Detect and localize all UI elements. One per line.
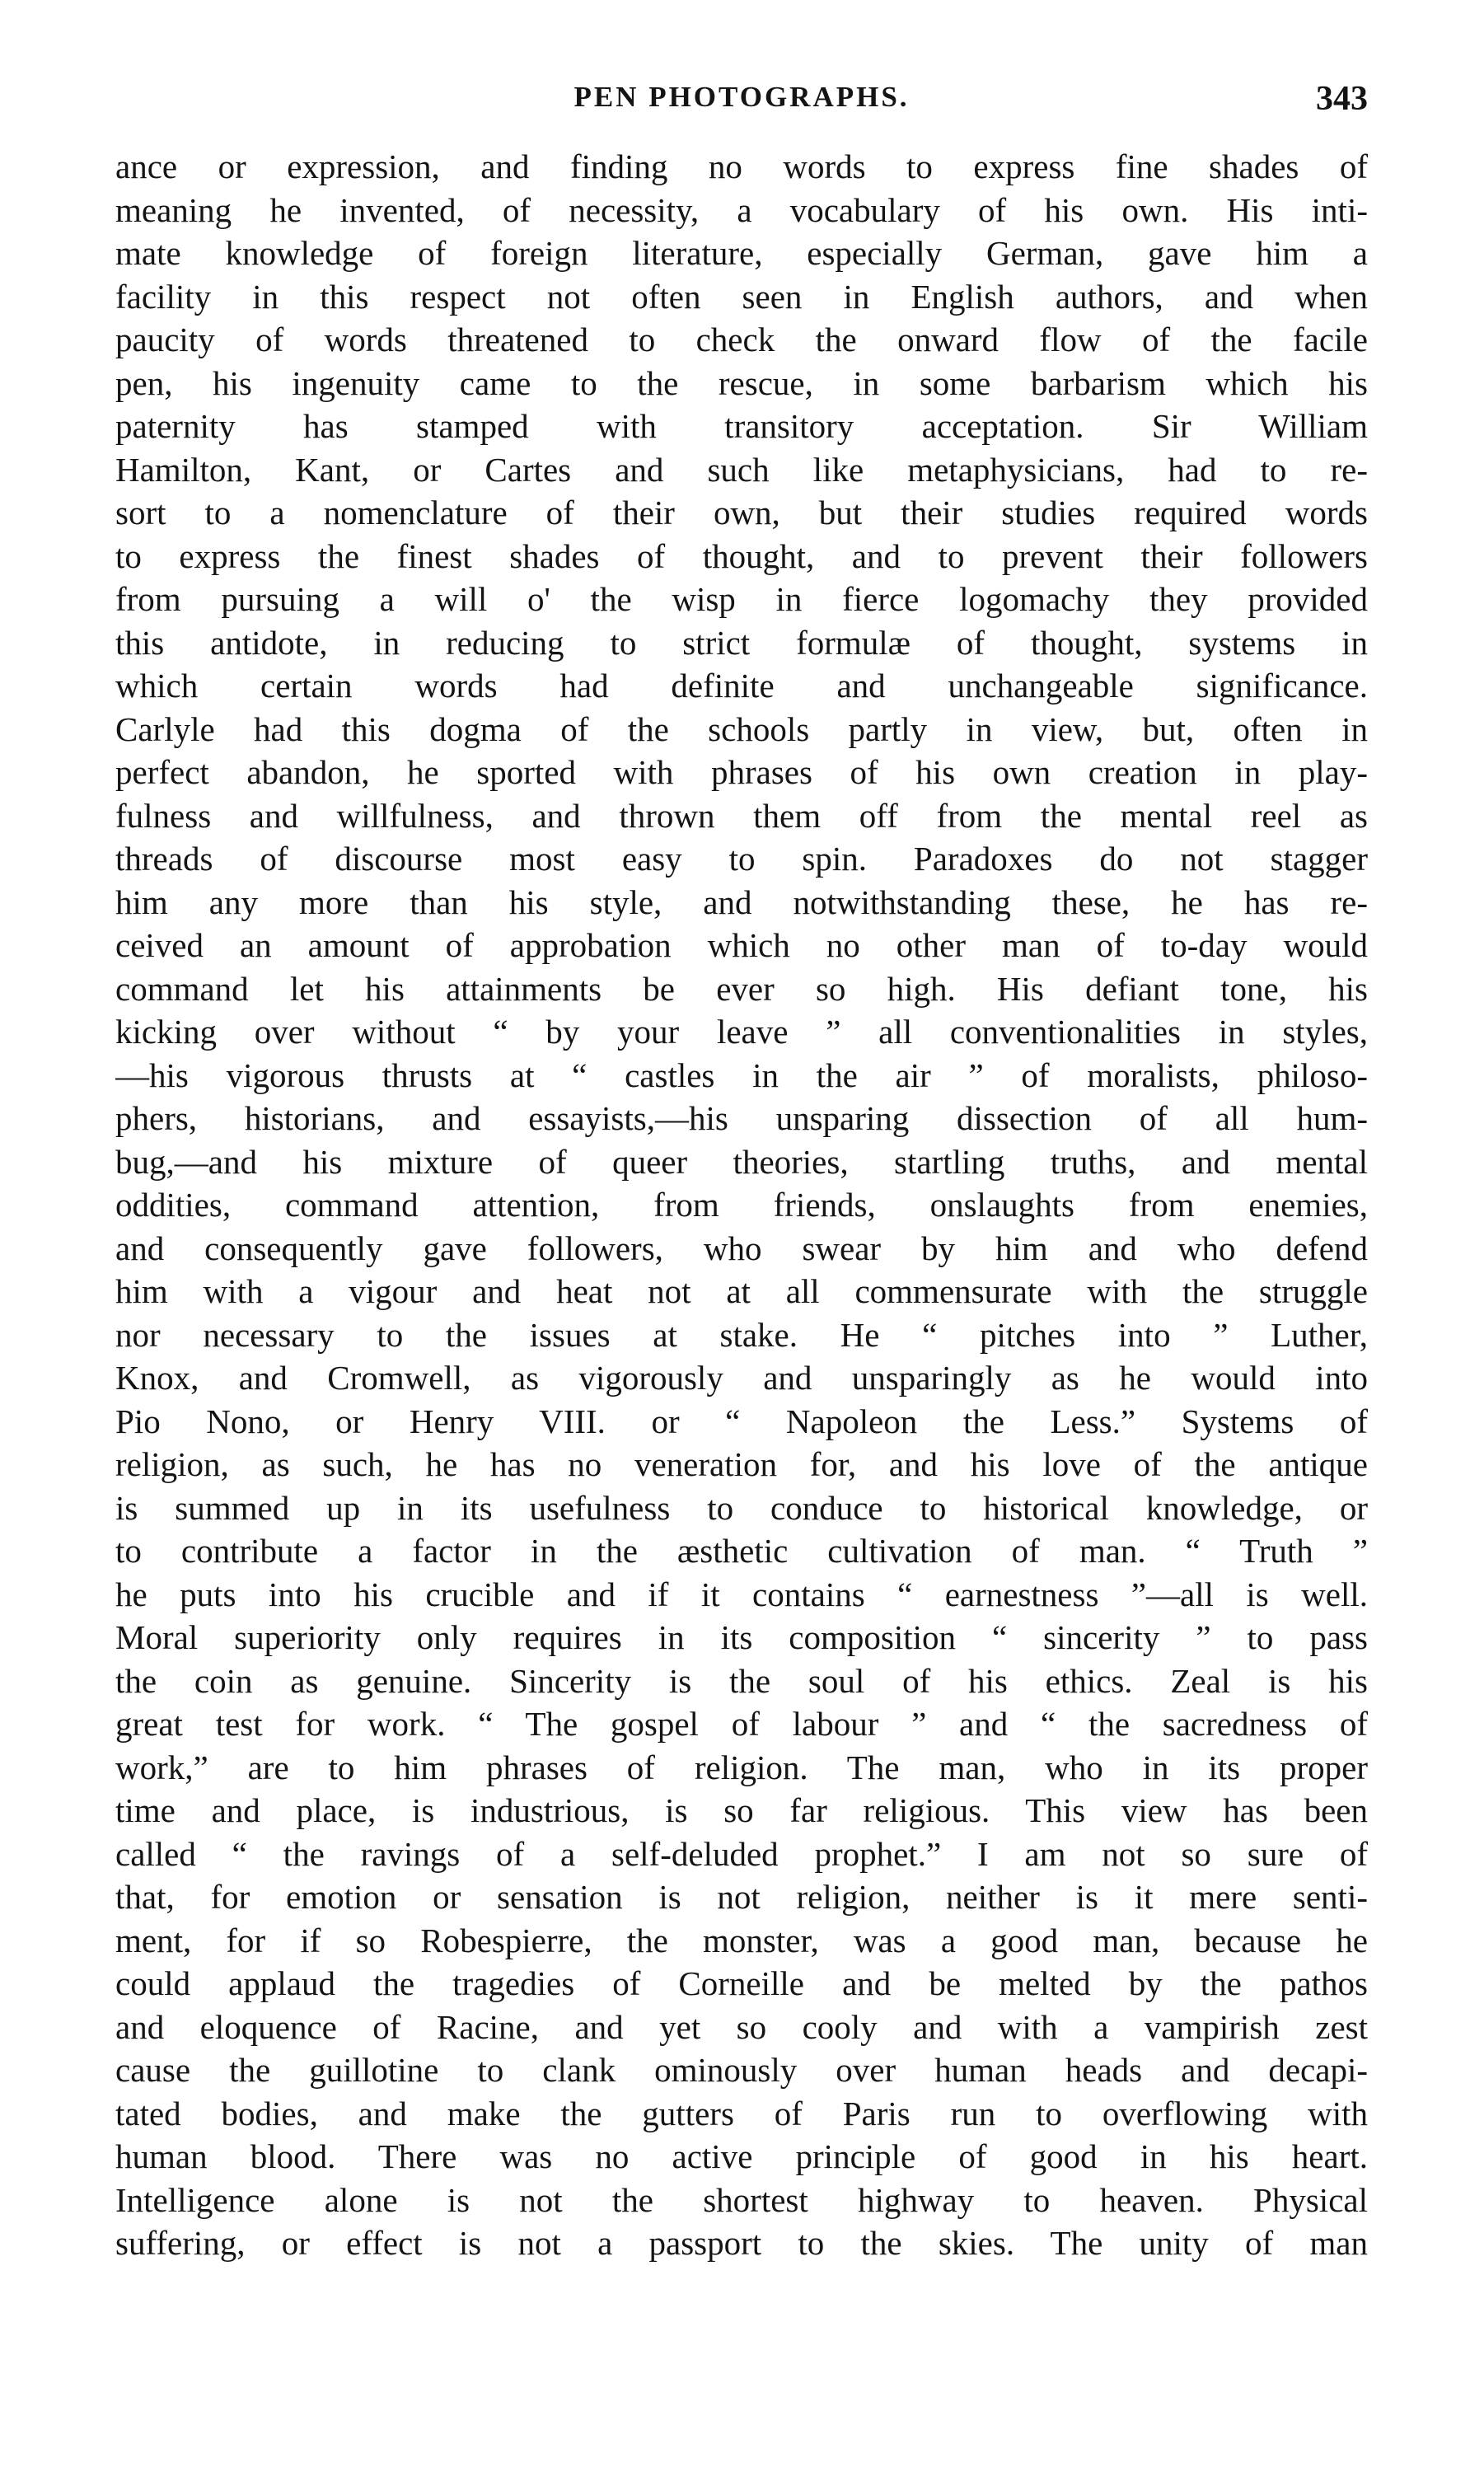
text-line: Pio Nono, or Henry VIII. or “ Napoleon the Less.” Systems of [115, 1402, 1368, 1440]
text-line: human blood. There was no active principle of good in his heart. [115, 2137, 1368, 2175]
text-line: him any more than his style, and notwithstanding these, he has re- [115, 882, 1368, 921]
text-line: this antidote, in reducing to strict formulæ of thought, systems in [115, 623, 1368, 662]
text-line: great test for work. “ The gospel of labour ” and “ the sacredness of [115, 1705, 1368, 1743]
text-line: called “ the ravings of a self-deluded prophet.” I am not so sure of [115, 1834, 1368, 1873]
text-line: suffering, or effect is not a passport to the skies. The unity of man [115, 2224, 1368, 2262]
text-line: meaning he invented, of necessity, a vocabulary of his own. His inti- [115, 190, 1368, 229]
text-line: him with a vigour and heat not at all commensurate with the struggle [115, 1272, 1368, 1310]
text-line: fulness and willfulness, and thrown them off from the mental reel as [115, 796, 1368, 835]
text-line: paternity has stamped with transitory acceptation. Sir William [115, 407, 1368, 445]
text-line: ance or expression, and finding no words to express fine shades of [115, 147, 1368, 185]
text-line: to contribute a factor in the æsthetic cultivation of man. “ Truth ” [115, 1532, 1368, 1570]
text-line: could applaud the tragedies of Corneille and be melted by the pathos [115, 1964, 1368, 2002]
text-line: and eloquence of Racine, and yet so cooly and with a vampirish zest [115, 2007, 1368, 2046]
text-line: from pursuing a will o' the wisp in fierce logomachy they provided [115, 580, 1368, 618]
text-line: phers, historians, and essayists,—his unsparing dissection of all hum- [115, 1099, 1368, 1137]
text-line: command let his attainments be ever so high. His defiant tone, his [115, 969, 1368, 1008]
text-line: which certain words had definite and unchangeable significance. [115, 667, 1368, 705]
text-line: Carlyle had this dogma of the schools partly in view, but, often in [115, 709, 1368, 748]
text-line: facility in this respect not often seen in English authors, and when [115, 277, 1368, 316]
text-line: pen, his ingenuity came to the rescue, in some barbarism which his [115, 363, 1368, 402]
text-line: —his vigorous thrusts at “ castles in the air ” of moralists, philoso- [115, 1056, 1368, 1094]
running-head [115, 81, 1368, 130]
text-line: cause the guillotine to clank ominously over human heads and decapi- [115, 2051, 1368, 2089]
text-line: he puts into his crucible and if it contains “ earnestness ”—all is well. [115, 1575, 1368, 1613]
text-line: oddities, command attention, from friends, onslaughts from enemies, [115, 1186, 1368, 1224]
text-line: sort to a nomenclature of their own, but their studies required words [115, 494, 1368, 531]
text-line: ceived an amount of approbation which no other man of to-day would [115, 926, 1368, 964]
text-line: the coin as genuine. Sincerity is the soul of his ethics. Zeal is his [115, 1661, 1368, 1700]
text-line: bug,—and his mixture of queer theories, startling truths, and mental [115, 1142, 1368, 1181]
text-line: Hamilton, Kant, or Cartes and such like metaphysicians, had to re- [115, 450, 1368, 489]
text-line: Intelligence alone is not the shortest highway to heaven. Physical [115, 2180, 1368, 2219]
text-line: to express the finest shades of thought, and to prevent their followers [115, 536, 1368, 575]
text-line: work,” are to him phrases of religion. The man, who in its proper [115, 1748, 1368, 1786]
text-line: and consequently gave followers, who swear by him and who defend [115, 1229, 1368, 1267]
page-number: 343 [1316, 80, 1368, 118]
text-line: religion, as such, he has no veneration for, and his love of the antique [115, 1445, 1368, 1483]
text-line: Knox, and Cromwell, as vigorously and unsparingly as he would into [115, 1359, 1368, 1397]
text-line: threads of discourse most easy to spin. Paradoxes do not stagger [115, 840, 1368, 878]
text-line: tated bodies, and make the gutters of Paris run to overflowing with [115, 2094, 1368, 2132]
text-line: paucity of words threatened to check the onward flow of the facile [115, 321, 1368, 358]
text-line: nor necessary to the issues at stake. He “ pitches into ” Luther, [115, 1315, 1368, 1354]
text-line: perfect abandon, he sported with phrases of his own creation in play- [115, 753, 1368, 791]
text-line: time and place, is industrious, is so far religious. This view has been [115, 1791, 1368, 1829]
text-line: ment, for if so Robespierre, the monster, was a good man, because he [115, 1921, 1368, 1959]
text-line: that, for emotion or sensation is not religion, neither is it mere senti- [115, 1878, 1368, 1916]
text-line: Moral superiority only requires in its composition “ sincerity ” to pass [115, 1618, 1368, 1656]
text-line: kicking over without “ by your leave ” all conventionalities in styles, [115, 1013, 1368, 1051]
text-line: mate knowledge of foreign literature, especially German, gave him a [115, 234, 1368, 272]
running-title: PEN PHOTOGRAPHS. [573, 81, 910, 113]
body-text [115, 145, 1368, 2265]
text-line: is summed up in its usefulness to conduce to historical knowledge, or [115, 1488, 1368, 1527]
